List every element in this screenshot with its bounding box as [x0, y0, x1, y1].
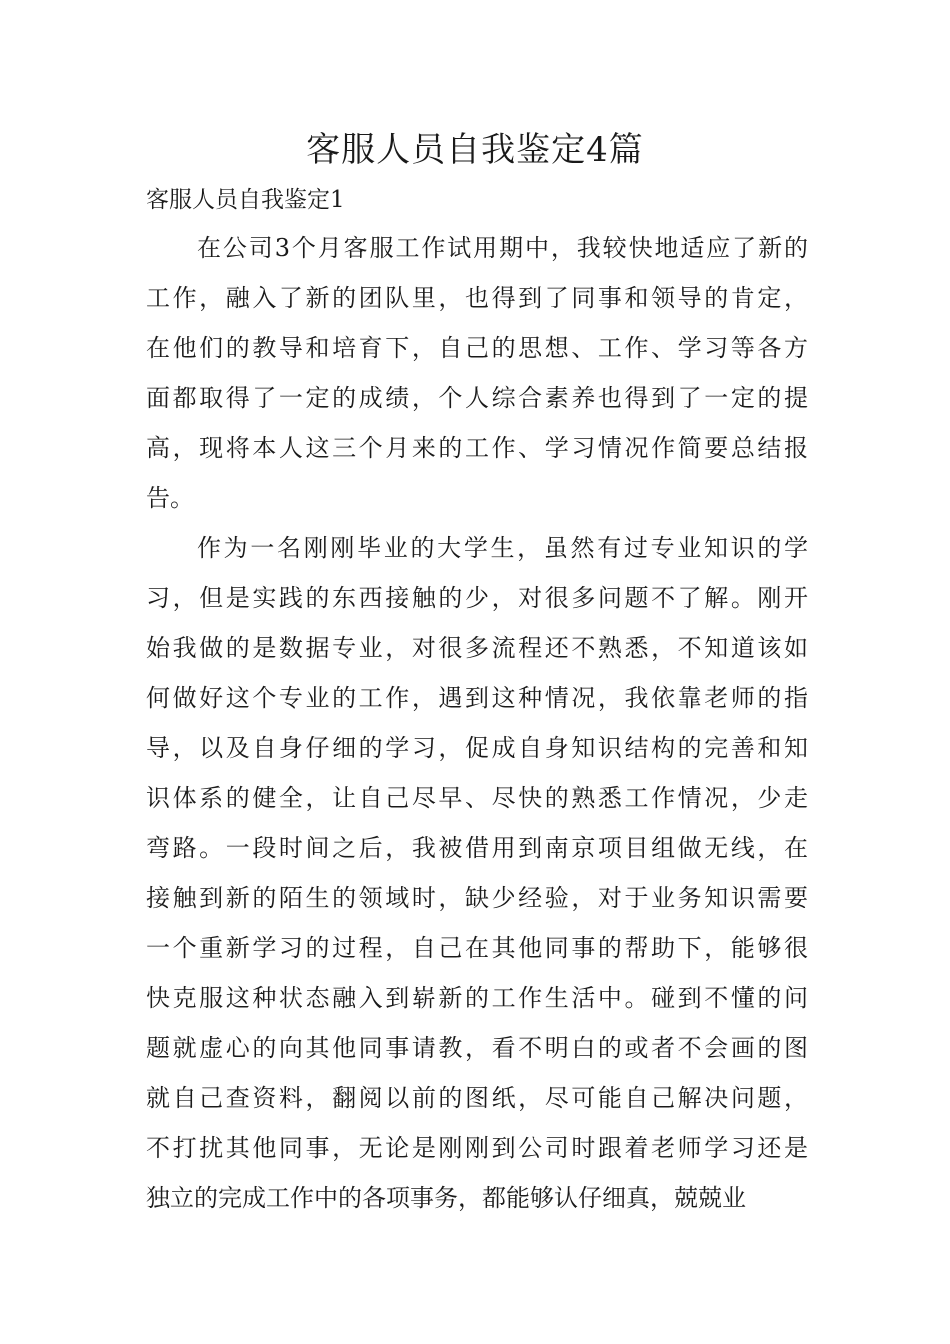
paragraph-line: 导，以及自身仔细的学习，促成自身知识结构的完善和知 [146, 734, 808, 762]
paragraph-line: 何做好这个专业的工作，遇到这种情况，我依靠老师的指 [146, 684, 808, 712]
paragraph-line: 不打扰其他同事，无论是刚刚到公司时跟着老师学习还是 [146, 1134, 808, 1162]
paragraph-line: 快克服这种状态融入到崭新的工作生活中。碰到不懂的问 [146, 984, 808, 1012]
paragraph-line: 接触到新的陌生的领域时，缺少经验，对于业务知识需要 [146, 884, 808, 912]
paragraph-line: 工作，融入了新的团队里，也得到了同事和领导的肯定， [146, 284, 808, 312]
paragraph-line: 在他们的教导和培育下，自己的思想、工作、学习等各方 [146, 334, 808, 362]
paragraph-line: 就自己查资料，翻阅以前的图纸，尽可能自己解决问题， [146, 1084, 808, 1112]
paragraph-line: 识体系的健全，让自己尽早、尽快的熟悉工作情况，少走 [146, 784, 808, 812]
paragraph-line: 弯路。一段时间之后，我被借用到南京项目组做无线，在 [146, 834, 808, 862]
paragraph-line: 题就虚心的向其他同事请教，看不明白的或者不会画的图 [146, 1034, 808, 1062]
paragraph-line: 作为一名刚刚毕业的大学生，虽然有过专业知识的学 [197, 534, 808, 562]
paragraph-line: 在公司3个月客服工作试用期中，我较快地适应了新的 [197, 234, 808, 262]
paragraph-line: 高，现将本人这三个月来的工作、学习情况作简要总结报 [146, 434, 808, 462]
paragraph-line: 始我做的是数据专业，对很多流程还不熟悉，不知道该如 [146, 634, 808, 662]
paragraph-line: 习，但是实践的东西接触的少，对很多问题不了解。刚开 [146, 584, 808, 612]
document-title: 客服人员自我鉴定4篇 [306, 130, 644, 170]
paragraph-line: 面都取得了一定的成绩，个人综合素养也得到了一定的提 [146, 384, 808, 412]
paragraph-line: 独立的完成工作中的各项事务，都能够认仔细真，兢兢业 [146, 1184, 746, 1212]
section-heading: 客服人员自我鉴定1 [146, 187, 345, 213]
paragraph-line: 一个重新学习的过程，自己在其他同事的帮助下，能够很 [146, 934, 808, 962]
paragraph-line: 告。 [146, 484, 194, 512]
